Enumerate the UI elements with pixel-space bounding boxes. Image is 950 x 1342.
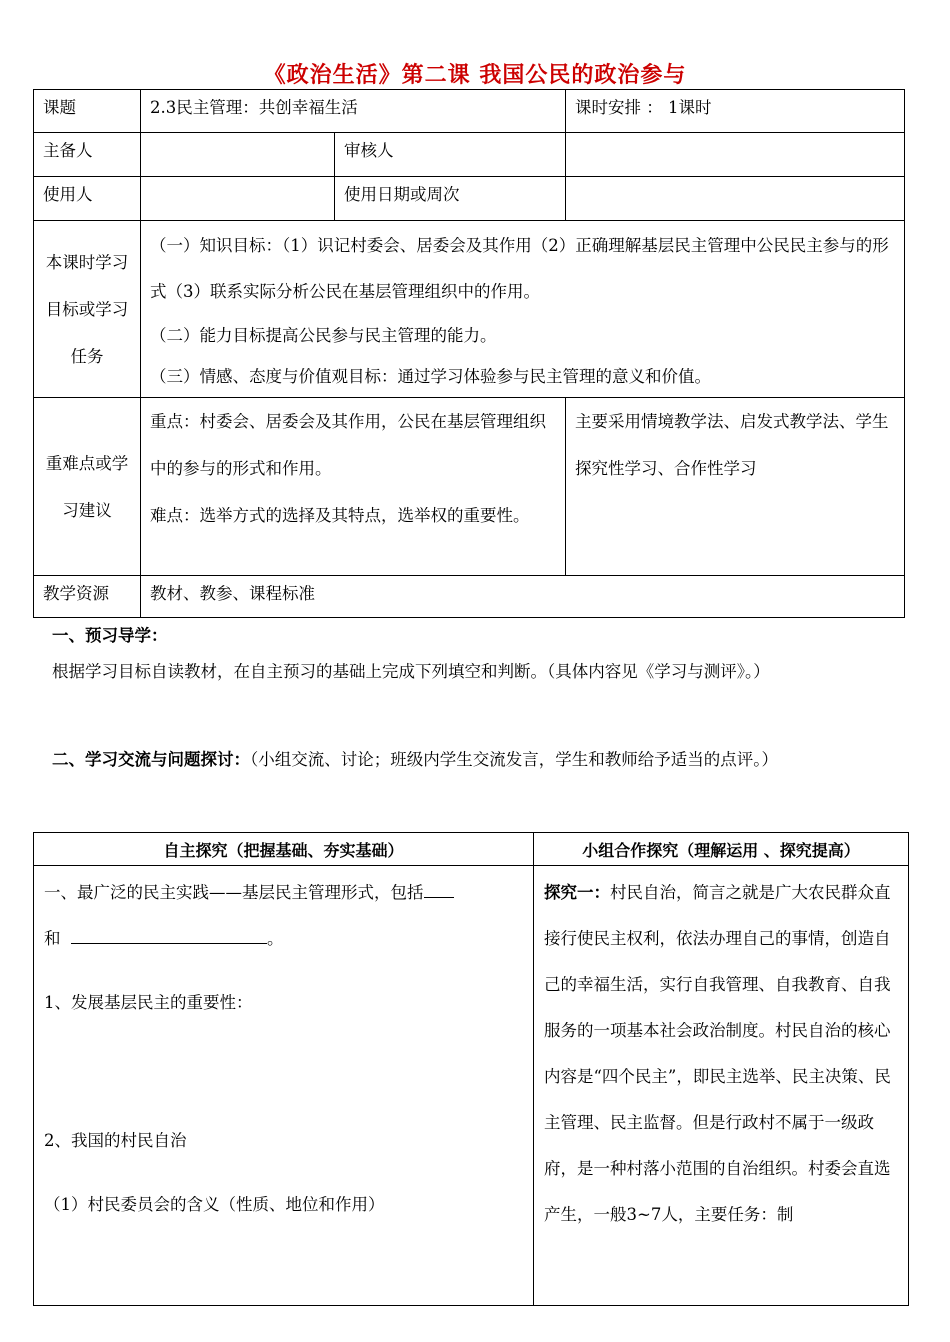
col2-header: 小组合作探究（理解运用 、探究提高） (534, 833, 909, 866)
info-table (33, 89, 905, 618)
keypoints-cell (141, 398, 566, 576)
goal-ability: （二）能力目标提高公民参与民主管理的能力。 (150, 326, 497, 345)
resources-value: 教材、教参、课程标准 (141, 576, 905, 618)
section2-block (52, 736, 900, 784)
item-practice-cont: 和 。 (44, 916, 523, 962)
key-points: 重点：村委会、居委会及其作用，公民在基层管理组织中的参与的形式和作用。 (150, 412, 546, 478)
methods: 主要采用情境教学法、启发式教学法、学生探究性学习、合作性学习 (566, 398, 905, 576)
date-label: 使用日期或周次 (335, 177, 566, 221)
item-committee: （1）村民委员会的含义（性质、地位和作用） (44, 1195, 385, 1214)
preparer-value (141, 133, 335, 177)
reviewer-label: 审核人 (335, 133, 566, 177)
section1-heading: 一、预习导学： (52, 626, 168, 645)
goals-label: 本课时学习目标或学习任务 (34, 221, 141, 398)
explore-one-label: 探究一： (544, 883, 610, 902)
goal-knowledge: （一）知识目标：（1）识记村委会、居委会及其作用（2）正确理解基层民主管理中公民民主参与的形式（3）联系实际分析公民在基层管理组织中的作用。 (150, 236, 889, 301)
group-explore-cell (534, 866, 909, 1306)
goals-cell (141, 221, 905, 398)
resources-label: 教学资源 (34, 576, 141, 618)
user-label: 使用人 (34, 177, 141, 221)
col1-header: 自主探究（把握基础、夯实基础） (34, 833, 534, 866)
course-value: 2.3民主管理：共创幸福生活 (141, 90, 566, 133)
section2-text: （小组交流、讨论；班级内学生交流发言，学生和教师给予适当的点评。） (250, 750, 778, 769)
section1-text: 根据学习目标自读教材，在自主预习的基础上完成下列填空和判断。（具体内容见《学习与测评》。） (52, 662, 770, 681)
item-village: 2、我国的村民自治 (44, 1131, 187, 1150)
preparer-label: 主备人 (34, 133, 141, 177)
self-explore-cell (34, 866, 534, 1306)
reviewer-value (566, 133, 905, 177)
schedule: 课时安排 ： 1课时 (566, 90, 905, 133)
goal-emotion: （三）情感、态度与价值观目标：通过学习体验参与民主管理的意义和价值。 (150, 367, 711, 386)
date-value (566, 177, 905, 221)
user-value (141, 177, 335, 221)
difficulties: 难点：选举方式的选择及其特点，选举权的重要性。 (150, 506, 530, 525)
explore-one-text: 村民自治，简言之就是广大农民群众直接行使民主权利，依法办理自己的事情，创造自己的幸福生活，实行自我管理、自我教育、自我服务的一项基本社会政治制度。村民自治的核心内容是“四个民主”，即民主选举、民主决策、民主管理、民主监督。但是行政村不属于一级政府，是一种村落小范围的自治组织。村委会直选产生，一般3~7人，主要任务：制 (544, 883, 891, 1224)
explore-table (33, 832, 909, 1306)
course-label: 课题 (34, 90, 141, 133)
section2-heading: 二、学习交流与问题探讨： (52, 750, 250, 769)
item-practice: 一、最广泛的民主实践——基层民主管理形式，包括 (44, 870, 523, 916)
keypoints-label: 重难点或学习建议 (34, 398, 141, 576)
item-importance: 1、发展基层民主的重要性： (44, 993, 253, 1012)
page-title: 《政治生活》第二课 我国公民的政治参与 (263, 63, 687, 88)
blank-1[interactable] (424, 879, 454, 898)
blank-2[interactable] (71, 925, 267, 944)
